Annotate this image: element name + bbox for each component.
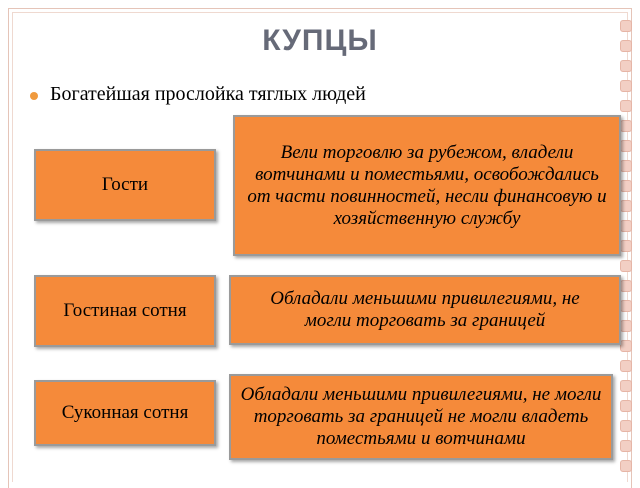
decorative-side-pattern [620, 10, 636, 480]
category-box-sukonnaya-sotnya: Суконная сотня [34, 380, 216, 446]
bullet-dot-icon [30, 92, 38, 100]
description-box-gostinaya-sotnya: Обладали меньшими привилегиями, не могли торговать за границей [229, 275, 621, 345]
bullet-text: Богатейшая прослойка тяглых людей [50, 83, 366, 105]
description-box-gosti: Вели торговлю за рубежом, владели вотчинами и поместьями, освобождались от части повинностей, несли финансовую и хозяйственную службу [233, 115, 621, 256]
category-box-gostinaya-sotnya: Гостиная сотня [34, 275, 216, 347]
bullet-item [30, 83, 366, 106]
slide-title: КУПЦЫ [262, 24, 378, 57]
category-box-gosti: Гости [34, 149, 216, 221]
description-box-sukonnaya-sotnya: Обладали меньшими привилегиями, не могли торговать за границей не могли владеть поместьями и вотчинами [229, 374, 613, 460]
